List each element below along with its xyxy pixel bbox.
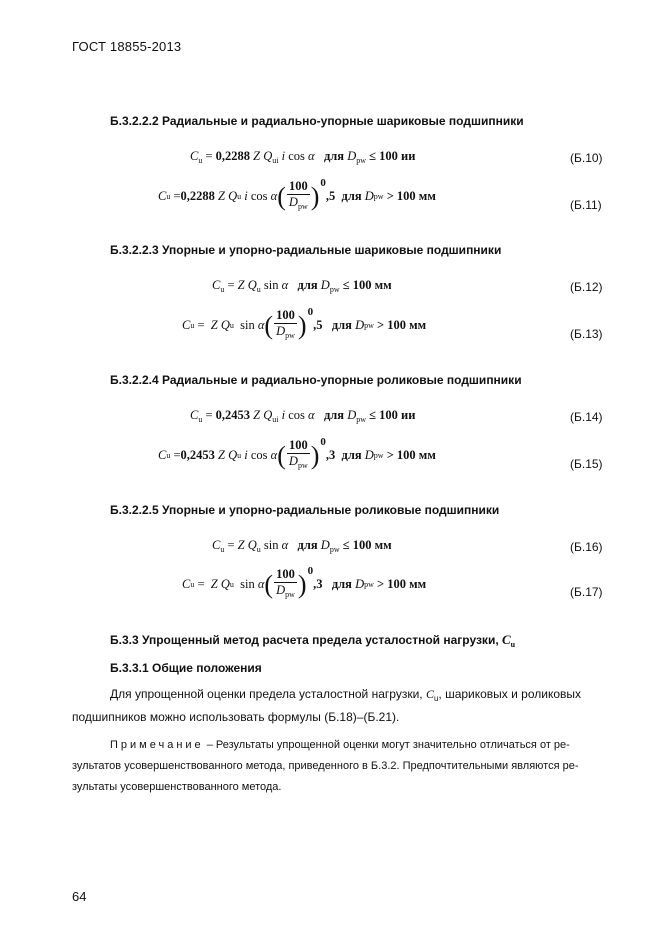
formula-text: для [323, 408, 345, 422]
exponent-zero: 0 [307, 305, 314, 318]
equation-number-b11: (Б.11) [570, 198, 602, 212]
formula-b14: $C_u = 0,2453$ Z $Q_{ui}$ i cos α для $D_{pw} \le 100$ ии [190, 408, 416, 424]
fraction-numerator: 100 [288, 179, 308, 193]
note-line-3: зультаты усовершенствованного метода. [72, 781, 282, 793]
formula-condition: ≤ 100 мм [342, 538, 392, 552]
equation-number-b12: (Б.12) [570, 280, 603, 294]
equation-number-b15: (Б.15) [570, 457, 603, 471]
formula-text: для [331, 577, 352, 591]
fraction-numerator: 100 [276, 308, 295, 322]
note-line-1 [110, 735, 570, 756]
section-heading-b3222: Б.3.2.2.2 Радиальные и радиально-упорные шариковые подшипники [110, 114, 524, 128]
note-line-2: зультатов усовершенствованного метода, приведенного в Б.3.2. Предпочтительными являются ре- [72, 760, 579, 772]
equation-number-b10: (Б.10) [570, 151, 603, 165]
note-label: Примечание [110, 739, 204, 751]
section-heading-b33: Б.3.3 Упрощенный метод расчета предела усталостной нагрузки, $C_u$ [110, 632, 516, 649]
formula-text: для [323, 149, 345, 163]
section-heading-b33-text: Б.3.3 Упрощенный метод расчета предела усталостной нагрузки, [110, 633, 502, 647]
equation-number-b13: (Б.13) [570, 327, 603, 341]
section-heading-b3225: Б.3.2.2.5 Упорные и упорно-радиальные роликовые подшипники [110, 503, 500, 517]
formula-b10: $C_u = 0,2288$ Z $Q_{ui}$ i cos α для $D_{pw} \le 100$ ии [190, 149, 416, 165]
note-text: – Результаты упрощенной оценки могут значительно отличаться от ре- [203, 739, 570, 751]
equation-number-b16: (Б.16) [570, 540, 603, 554]
formula-b15: C u = 0,2453 Z Q u i cos α ( $\frac{100}{D_{pw}}$ ) 0 ,3 для D pw > 100 мм [158, 435, 436, 470]
formula-condition: > 100 мм [386, 189, 436, 203]
section-heading-b3223: Б.3.2.2.3 Упорные и упорно-радиальные шариковые подшипники [110, 243, 502, 257]
formula-condition: ≤ 100 мм [342, 278, 392, 292]
formula-b11: C u = 0,2288 Z Q u i cos α ( $\frac{100}{D_{pw}}$ ) 0 ,5 для D pw > 100 мм [158, 176, 436, 211]
equation-number-b17: (Б.17) [570, 585, 603, 599]
exponent-zero: 0 [320, 435, 326, 448]
formula-coefficient: 0,2453 [215, 408, 251, 422]
formula-exponent: ,5 [325, 189, 336, 203]
formula-text: для [297, 278, 318, 292]
paragraph-text: Для упрощенной оценки предела усталостной нагрузки, [110, 687, 426, 701]
formula-coefficient: 0,2453 [180, 448, 215, 462]
page-number: 64 [72, 889, 87, 904]
formula-condition: ≤ 100 ии [369, 408, 416, 422]
exponent-zero: 0 [307, 564, 314, 577]
paragraph-line-2: подшипников можно использовать формулы (Б.18)–(Б.21). [72, 710, 400, 724]
document-code-header: ГОСТ 18855-2013 [72, 39, 182, 54]
paragraph-text: , шариковых и роликовых [438, 687, 582, 701]
formula-exponent: ,5 [313, 318, 323, 332]
formula-text: для [341, 448, 362, 462]
formula-exponent: ,3 [325, 448, 336, 462]
fraction-numerator: 100 [288, 438, 308, 452]
formula-text: для [331, 318, 352, 332]
formula-b12: $C_u = Z$ $Q_u$ sin α для $D_{pw} \le 100$ мм [212, 278, 392, 294]
paragraph-line-1: Для упрощенной оценки предела усталостной нагрузки, $C_u$, шариковых и роликовых [110, 687, 582, 703]
formula-b16: $C_u = Z$ $Q_u$ sin α для $D_{pw} \le 100$ мм [212, 538, 392, 554]
formula-condition: > 100 мм [377, 318, 427, 332]
formula-b17: C u = Z Q u sin α ( $\frac{100}{D_{pw}}$ ) 0 ,3 для D pw > 100 мм [182, 564, 427, 599]
formula-exponent: ,3 [313, 577, 323, 591]
formula-condition: ≤ 100 ии [369, 149, 416, 163]
fraction-numerator: 100 [276, 567, 295, 581]
section-heading-b3224: Б.3.2.2.4 Радиальные и радиально-упорные роликовые подшипники [110, 373, 522, 387]
equation-number-b14: (Б.14) [570, 410, 603, 424]
formula-coefficient: 0,2288 [215, 149, 251, 163]
formula-coefficient: 0,2288 [180, 189, 215, 203]
formula-text: для [297, 538, 318, 552]
formula-condition: > 100 мм [386, 448, 436, 462]
formula-condition: > 100 мм [377, 577, 427, 591]
formula-text: для [341, 189, 362, 203]
exponent-zero: 0 [320, 176, 326, 189]
formula-b13: C u = Z Q u sin α ( $\frac{100}{D_{pw}}$ ) 0 ,5 для D pw > 100 мм [182, 305, 427, 340]
section-heading-b331: Б.3.3.1 Общие положения [110, 661, 262, 675]
